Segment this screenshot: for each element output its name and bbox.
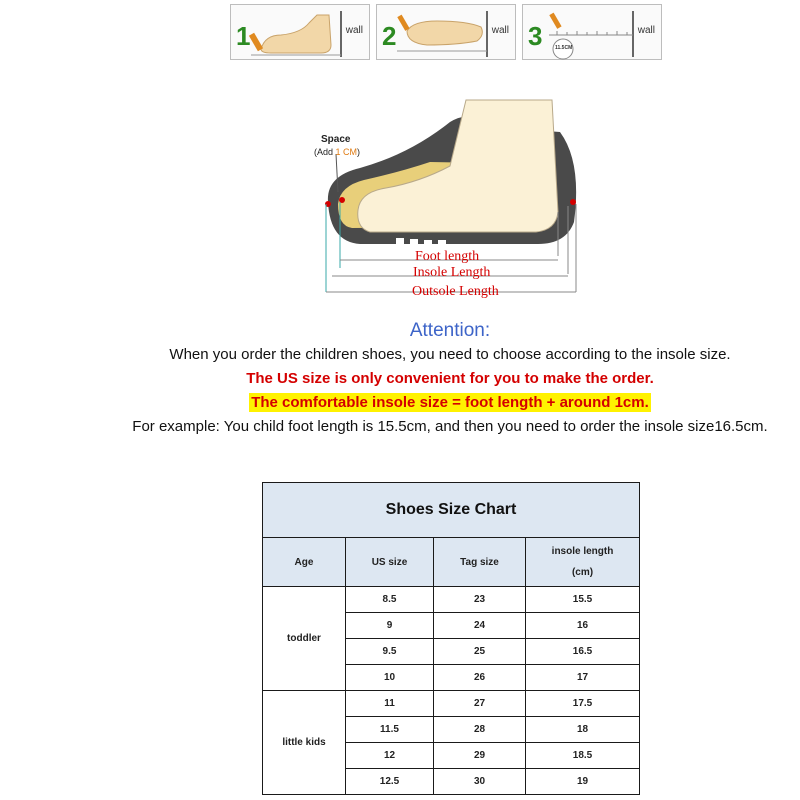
- note-line-1: When you order the children shoes, you need to choose according to the insole size.: [169, 346, 731, 363]
- us-size-cell: 11.5: [346, 717, 434, 743]
- col-header-insole-length: insole length (cm): [526, 538, 640, 587]
- foot-length-label: Foot length: [415, 249, 480, 264]
- age-group-cell: little kids: [263, 691, 346, 795]
- us-size-cell: 9.5: [346, 639, 434, 665]
- insole-cell: 16.5: [526, 639, 640, 665]
- space-highlight: 1 CM: [335, 147, 358, 157]
- col-header-us-size: US size: [346, 538, 434, 587]
- insole-cell: 17: [526, 665, 640, 691]
- size-chart-table: [262, 482, 640, 795]
- us-size-cell: 8.5: [346, 587, 434, 613]
- step-number: 2: [382, 21, 397, 51]
- table-row: [263, 587, 640, 613]
- note-line-3-wrap: [0, 394, 800, 411]
- note-line-4: For example: You child foot length is 15.5cm, and then you need to order the insole size16.5cm.: [132, 418, 768, 435]
- us-size-cell: 12.5: [346, 769, 434, 795]
- insole-cell: 18: [526, 717, 640, 743]
- space-sub-label: (Add 1 CM): [314, 147, 361, 157]
- us-size-cell: 9: [346, 613, 434, 639]
- age-group-cell: toddler: [263, 587, 346, 691]
- step-number: 3: [528, 21, 543, 51]
- tag-size-cell: 26: [434, 665, 526, 691]
- step-1-panel: [230, 4, 370, 60]
- table-row: [263, 691, 640, 717]
- insole-cell: 15.5: [526, 587, 640, 613]
- insole-length-label: Insole Length: [413, 265, 491, 280]
- step-2-panel: [376, 4, 516, 60]
- wall-label: wall: [345, 25, 363, 36]
- step-number: 1: [236, 21, 251, 51]
- tag-size-cell: 24: [434, 613, 526, 639]
- wall-label: wall: [637, 25, 655, 36]
- tag-size-cell: 28: [434, 717, 526, 743]
- insole-cell: 17.5: [526, 691, 640, 717]
- insole-cell: 18.5: [526, 743, 640, 769]
- tag-size-cell: 23: [434, 587, 526, 613]
- wall-label: wall: [491, 25, 509, 36]
- tag-size-cell: 27: [434, 691, 526, 717]
- measurement-steps: [230, 4, 666, 62]
- us-size-cell: 12: [346, 743, 434, 769]
- note-line-3: The comfortable insole size = foot length + around 1cm.: [251, 394, 649, 411]
- col-header-age: Age: [263, 538, 346, 587]
- tag-size-cell: 25: [434, 639, 526, 665]
- ruler-reading: 11.5CM: [555, 45, 573, 51]
- attention-heading: Attention:: [409, 320, 491, 341]
- insole-cell: 16: [526, 613, 640, 639]
- us-size-cell: 11: [346, 691, 434, 717]
- space-label: Space: [321, 134, 351, 145]
- step-3-panel: [522, 4, 662, 60]
- size-chart-title: Shoes Size Chart: [263, 483, 640, 538]
- note-line-2: The US size is only convenient for you to make the order.: [246, 370, 654, 387]
- tag-size-cell: 29: [434, 743, 526, 769]
- tag-size-cell: 30: [434, 769, 526, 795]
- insole-cell: 19: [526, 769, 640, 795]
- col-header-tag-size: Tag size: [434, 538, 526, 587]
- us-size-cell: 10: [346, 665, 434, 691]
- outsole-length-label: Outsole Length: [412, 284, 499, 299]
